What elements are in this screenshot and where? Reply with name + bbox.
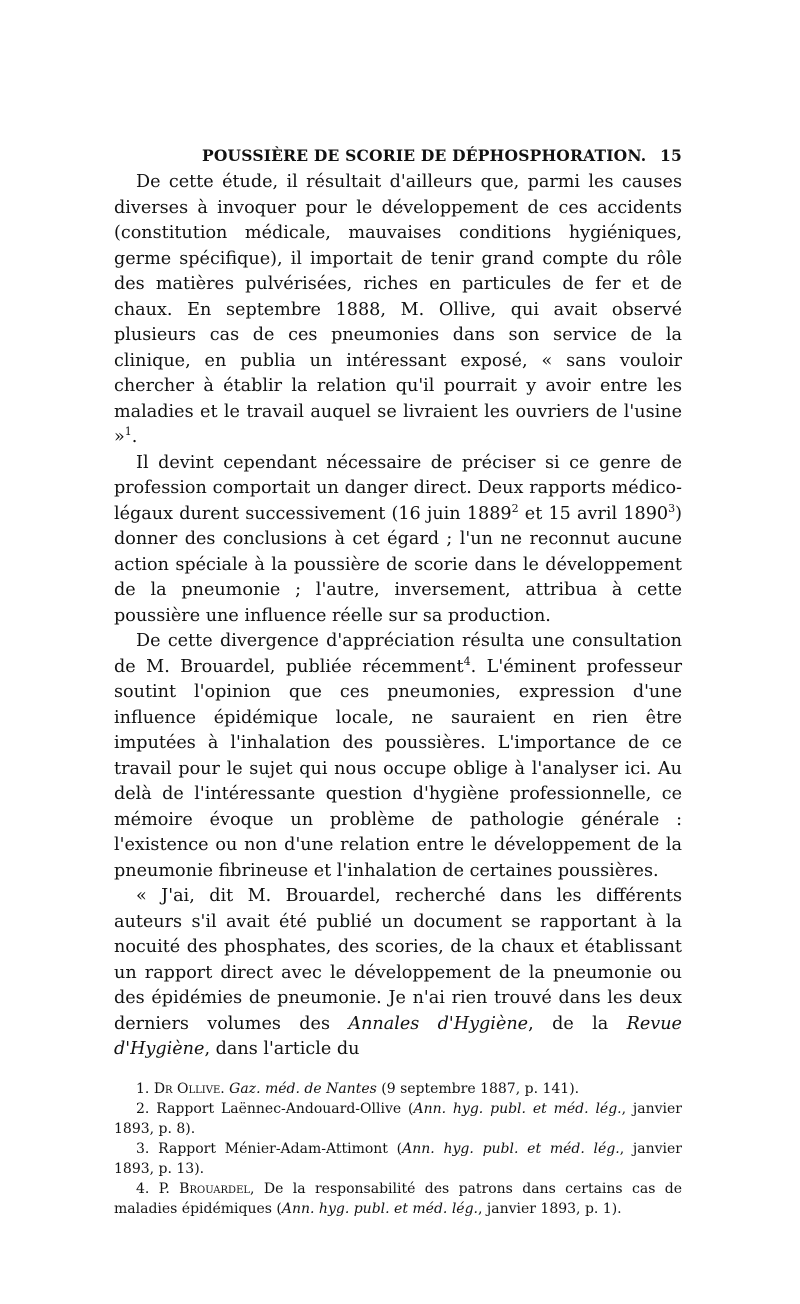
book-page [114,140,682,1219]
paragraph-text: et 15 avril 1890 [518,503,669,524]
footnote-ref: 2 [511,501,519,515]
footnote-author: Dr Ollive [153,1080,221,1097]
footnote-text: , janvier 1893, p. 13). [114,1140,682,1177]
footnote-text: , janvier 1893, p. 8). [114,1100,683,1137]
footnote-number: 1. [136,1080,150,1097]
footnote-number: 4. [136,1180,150,1197]
footnote-ref: 3 [668,501,676,515]
footnote-ref: 4 [463,654,471,668]
paragraph-text: , de la [528,1013,627,1034]
footnote-text: (9 septembre 1887, p. 141). [376,1080,580,1097]
paragraph-1 [114,170,682,451]
page-number: 15 [660,146,682,165]
running-head [114,140,682,170]
paragraph-end: . [131,427,138,447]
paragraph-text: De cette divergence d'appréciation résulta une consultation de M. Brouardel, publiée récemment [114,631,682,677]
footnote-text: Rapport Laënnec-Andouard-Ollive ( [149,1100,414,1117]
paragraph-3 [114,629,682,884]
footnote-text: Rapport Ménier-Adam-Attimont ( [149,1140,403,1157]
paragraph-text: « J'ai, dit M. Brouardel, recherché dans les différents auteurs s'il avait été publié un document se rapportant à la nocuité des phosphates, des scories, de la chaux et établissant un rapport direct avec le développement de la pneumonie ou des épidémies de pneumonie. Je n'ai rien trouvé dans les deux derniers volumes des [114,886,682,1034]
running-title: POUSSIÈRE DE SCORIE DE DÉPHOSPHORATION. [202,146,647,165]
footnote-3 [114,1139,682,1179]
journal-title: Revue d'Hygiène [114,1013,682,1059]
footnote-journal: Gaz. méd. de Nantes [229,1080,377,1097]
footnote-1 [114,1079,682,1099]
journal-title: Annales d'Hygiène [348,1013,529,1034]
footnote-author: P. Brouardel [158,1180,251,1197]
footnote-journal: Ann. hyg. publ. et méd. lég. [281,1200,478,1217]
paragraph-text: , dans l'article du [204,1039,360,1059]
footnote-journal: Ann. hyg. publ. et méd. lég. [402,1140,620,1157]
footnote-text: . [220,1080,230,1097]
paragraph-2 [114,451,682,630]
footnote-number: 3. [136,1140,150,1157]
footnote-number: 2. [136,1100,150,1117]
footnotes [114,1079,682,1219]
paragraph-text: ) donner des conclusions à cet égard ; l'un ne reconnut aucune action spéciale à la poussière de scorie dans le développement de la pneumonie ; l'autre, inversement, attribua à cette poussière une influence réelle sur sa production. [114,503,682,626]
footnote-ref: 1 [124,425,132,439]
body-text [114,170,682,1063]
paragraph-text: . L'éminent professeur soutint l'opinion que ces pneumonies, expression d'une influence épidémique locale, ne sauraient en rien être imputées à l'inhalation des poussières. L'importance de ce travail pour le sujet qui nous occupe oblige à l'analyser ici. Au delà de l'intéressante question d'hygiène professionnelle, ce mémoire évoque un problème de pathologie générale : l'existence ou non d'une relation entre le développement de la pneumonie fibrineuse et l'inhalation de certaines poussières. [114,656,682,881]
footnote-4 [114,1179,682,1219]
paragraph-4 [114,884,682,1063]
footnote-journal: Ann. hyg. publ. et méd. lég. [413,1100,622,1117]
paragraph-text: Il devint cependant nécessaire de préciser si ce genre de profession comportait un danger direct. Deux rapports médico-légaux durent successivement (16 juin 1889 [114,452,682,524]
footnote-text: , De la responsabilité des patrons dans certains cas de maladies épidémiques ( [114,1180,683,1217]
footnote-2 [114,1099,682,1139]
footnote-text: , janvier 1893, p. 1). [478,1200,622,1217]
paragraph-text: De cette étude, il résultait d'ailleurs que, parmi les causes diverses à invoquer pour le développement de ces accidents (constitution médicale, mauvaises conditions hygiéniques, germe spécifique), il importait de tenir grand compte du rôle des matières pulvérisées, riches en particules de fer et de chaux. En septembre 1888, M. Ollive, qui avait observé plusieurs cas de ces pneumonies dans son service de la clinique, en publia un intéressant exposé, « sans vouloir chercher à établir la relation qu'il pourrait y avoir entre les maladies et le travail auquel se livraient les ouvriers de l'usine » [114,172,682,447]
